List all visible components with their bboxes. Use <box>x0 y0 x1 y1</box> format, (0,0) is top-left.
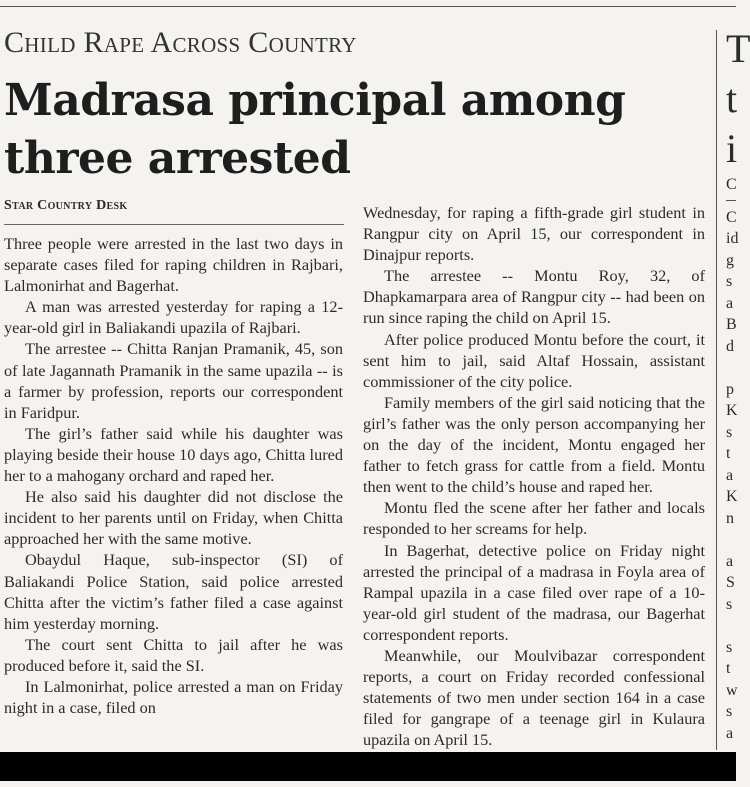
adjacent-line: K <box>726 486 736 508</box>
adjacent-line <box>726 615 736 637</box>
adjacent-line: a <box>726 551 736 573</box>
column-divider <box>716 30 717 750</box>
paragraph: In Bagerhat, detective police on Friday night arrested the principal of a madrasa in Foyla area of Rampal upazila in a case filed over rape of a 10-year-old girl student of the madrasa, our Bagerhat correspondent reports. <box>363 540 705 645</box>
paragraph: The court sent Chitta to jail after he was produced before it, said the SI. <box>4 634 343 676</box>
byline: Star Country Desk <box>4 198 127 214</box>
adjacent-line: C <box>726 174 736 196</box>
adjacent-line: p <box>726 379 736 401</box>
adjacent-line: w <box>726 680 736 702</box>
adjacent-article-fragment <box>726 24 736 787</box>
byline-rule <box>4 224 344 225</box>
adjacent-line: a <box>726 465 736 487</box>
adjacent-headline-letter: t <box>726 74 736 124</box>
adjacent-line: B <box>726 314 736 336</box>
adjacent-line: d <box>726 336 736 358</box>
section-kicker: Child Rape Across Country <box>4 26 357 60</box>
adjacent-line: s <box>726 594 736 616</box>
adjacent-headline-letter: T <box>726 24 736 74</box>
paragraph: After police produced Montu before the court, it sent him to jail, said Altaf Hossain, assistant commissioner of the city police. <box>363 329 705 392</box>
article-headline: Madrasa principal among three arrested <box>4 72 704 188</box>
paragraph: The girl’s father said while his daughter was playing beside their house 10 days ago, Chitta lured her to a mahogany orchard and raped her. <box>4 423 343 486</box>
adjacent-line: C <box>726 207 736 229</box>
adjacent-line: a <box>726 293 736 315</box>
paragraph: Obaydul Haque, sub-inspector (SI) of Baliakandi Police Station, said police arrested Chitta after the victim’s father filed a case against him yesterday morning. <box>4 549 343 633</box>
paragraph: In Lalmonirhat, police arrested a man on Friday night in a case, filed on <box>4 676 343 718</box>
adjacent-line <box>726 529 736 551</box>
adjacent-line: K <box>726 400 736 422</box>
article-column-1 <box>4 233 343 718</box>
adjacent-line: id <box>726 228 736 250</box>
adjacent-line: a <box>726 723 736 745</box>
paragraph: The arrestee -- Chitta Ranjan Pramanik, 45, son of late Jagannath Pramanik in the same upazila -- is a farmer by profession, reports our correspondent in Faridpur. <box>4 338 343 422</box>
paragraph: Meanwhile, our Moulvibazar correspondent reports, a court on Friday recorded confessional statements of two men under section 164 in a case filed for gangrape of a teenage girl in Kulaura upazila on April 15. <box>363 645 705 750</box>
adjacent-line: S <box>726 572 736 594</box>
bottom-black-bar <box>0 752 736 781</box>
paragraph: Montu fled the scene after her father and locals responded to her screams for help. <box>363 497 705 539</box>
adjacent-rule <box>726 200 736 201</box>
paragraph: Family members of the girl said noticing that the girl’s father was the only person accompanying her on the day of the incident, Montu engaged her father to fetch grass for cattle from a field. Montu then went to the child’s house and raped her. <box>363 392 705 497</box>
adjacent-headline-letter: i <box>726 124 736 174</box>
paragraph: The arrestee -- Montu Roy, 32, of Dhapkamarpara area of Rangpur city -- had been on run since raping the child on April 15. <box>363 265 705 328</box>
paragraph: A man was arrested yesterday for raping a 12-year-old girl in Baliakandi upazila of Rajbari. <box>4 296 343 338</box>
adjacent-line: s <box>726 701 736 723</box>
paragraph: He also said his daughter did not disclose the incident to her parents until on Friday, when Chitta approached her with the same motive. <box>4 486 343 549</box>
adjacent-line: g <box>726 250 736 272</box>
paragraph: Three people were arrested in the last two days in separate cases filed for raping children in Rajbari, Lalmonirhat and Bagerhat. <box>4 233 343 296</box>
adjacent-line <box>726 357 736 379</box>
adjacent-line: s <box>726 637 736 659</box>
adjacent-line: t <box>726 658 736 680</box>
adjacent-line: s <box>726 271 736 293</box>
paragraph: Wednesday, for raping a fifth-grade girl student in Rangpur city on April 15, our correspondent in Dinajpur reports. <box>363 202 705 265</box>
adjacent-line: t <box>726 443 736 465</box>
article-column-2 <box>363 202 705 750</box>
adjacent-line: n <box>726 508 736 530</box>
top-rule <box>0 6 736 7</box>
adjacent-line: s <box>726 422 736 444</box>
